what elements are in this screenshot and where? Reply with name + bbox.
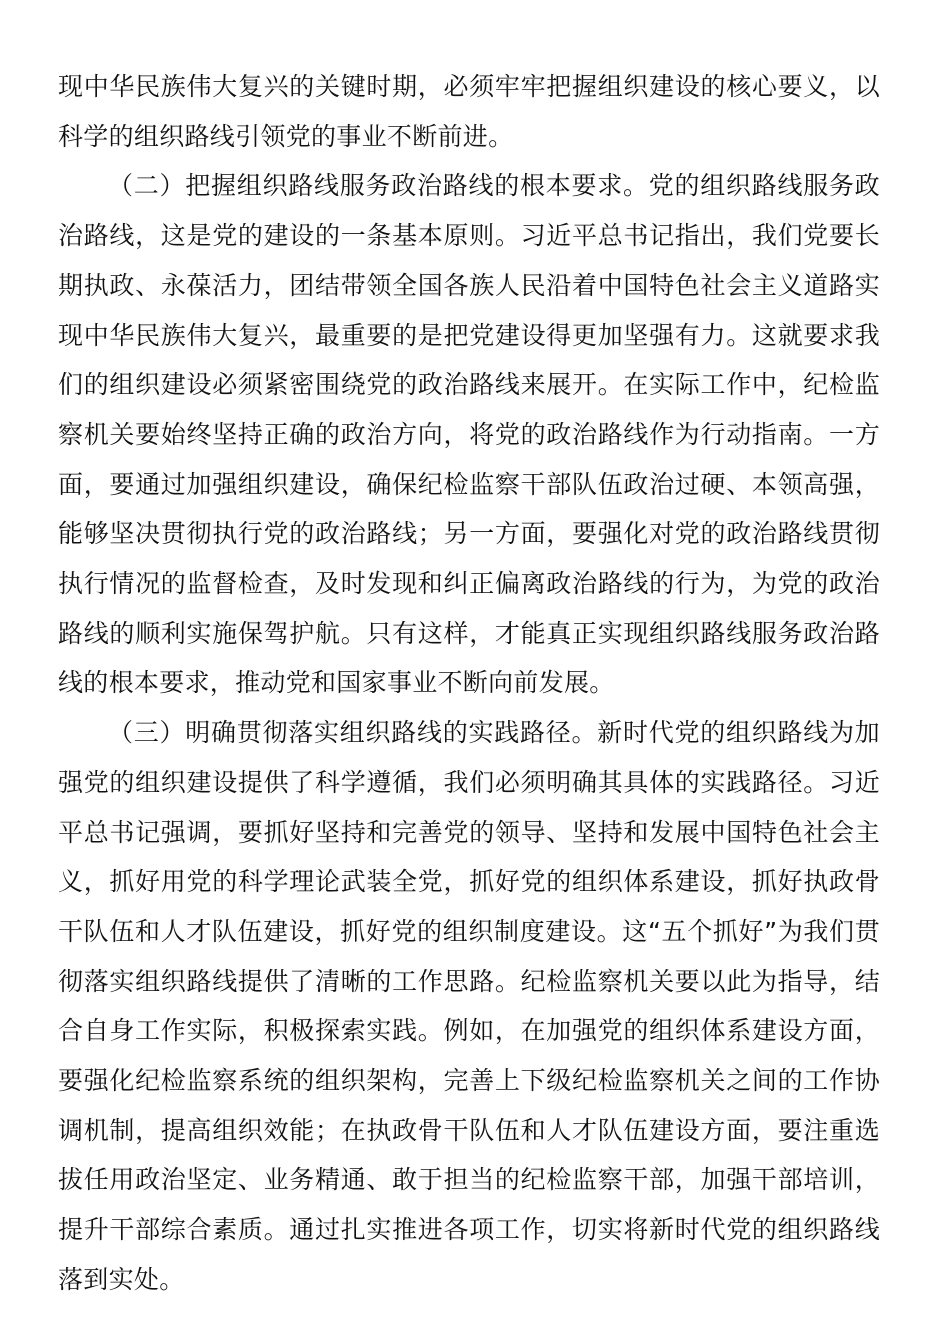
paragraph-continuation: 现中华民族伟大复兴的关键时期，必须牢牢把握组织建设的核心要义，以科学的组织路线引领党的事业不断前进。 bbox=[58, 72, 880, 151]
paragraph-section-three: （三）明确贯彻落实组织路线的实践路径。新时代党的组织路线为加强党的组织建设提供了科学遵循，我们必须明确其具体的实践路径。习近平总书记强调，要抓好坚持和完善党的领导、坚持和发展中国特色社会主义，抓好用党的科学理论武装全党，抓好党的组织体系建设，抓好执政骨干队伍和人才队伍建设，抓好党的组织制度建设。这“五个抓好”为我们贯彻落实组织路线提供了清晰的工作思路。纪检监察机关要以此为指导，结合自身工作实际，积极探索实践。例如，在加强党的组织体系建设方面，要强化纪检监察系统的组织架构，完善上下级纪检监察机关之间的工作协调机制，提高组织效能；在执政骨干队伍和人才队伍建设方面，要注重选拔任用政治坚定、业务精通、敢于担当的纪检监察干部，加强干部培训，提升干部综合素质。通过扎实推进各项工作，切实将新时代党的组织路线落到实处。 bbox=[58, 718, 880, 1294]
paragraph-section-two: （二）把握组织路线服务政治路线的根本要求。党的组织路线服务政治路线，这是党的建设的一条基本原则。习近平总书记指出，我们党要长期执政、永葆活力，团结带领全国各族人民沿着中国特色社会主义道路实现中华民族伟大复兴，最重要的是把党建设得更加坚强有力。这就要求我们的组织建设必须紧密围绕党的政治路线来展开。在实际工作中，纪检监察机关要始终坚持正确的政治方向，将党的政治路线作为行动指南。一方面，要通过加强组织建设，确保纪检监察干部队伍政治过硬、本领高强，能够坚决贯彻执行党的政治路线；另一方面，要强化对党的政治路线贯彻执行情况的监督检查，及时发现和纠正偏离政治路线的行为，为党的政治路线的顺利实施保驾护航。只有这样，才能真正实现组织路线服务政治路线的根本要求，推动党和国家事业不断向前发展。 bbox=[58, 171, 880, 698]
document-page bbox=[58, 62, 880, 1305]
